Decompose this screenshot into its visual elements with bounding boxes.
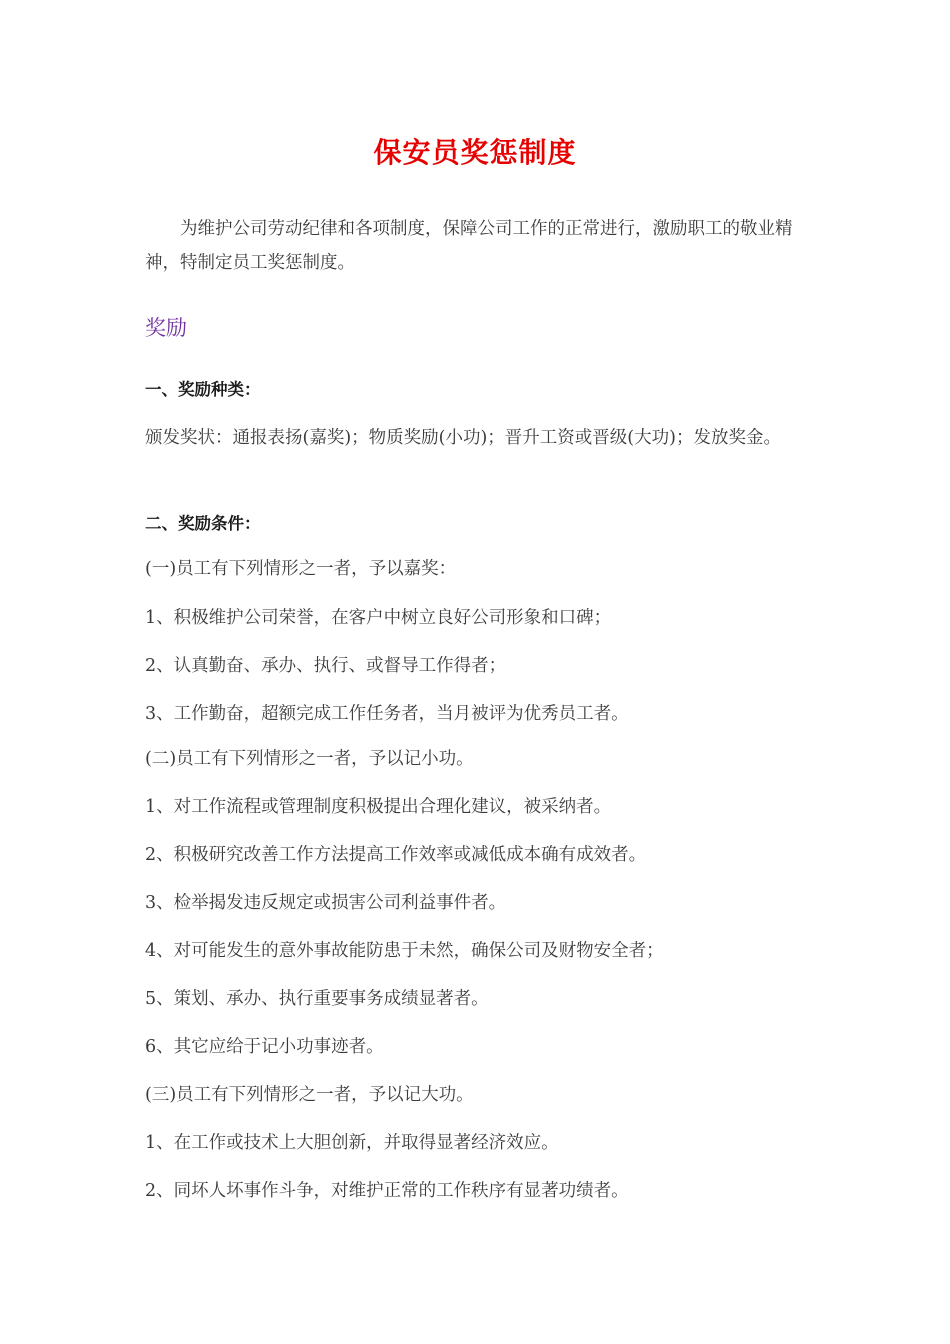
condition-line: 1、对工作流程或管理制度积极提出合理化建议，被采纳者。: [145, 797, 612, 817]
reward-types-paragraph: 颁发奖状：通报表扬(嘉奖)；物质奖励(小功)；晋升工资或晋级(大功)；发放奖金。: [145, 428, 781, 448]
condition-line: 2、同坏人坏事作斗争，对维护正常的工作秩序有显著功绩者。: [145, 1181, 629, 1201]
condition-line: 5、策划、承办、执行重要事务成绩显著者。: [145, 989, 489, 1009]
reward-conditions-heading: 二、奖励条件：: [145, 514, 261, 533]
condition-line: (一)员工有下列情形之一者，予以嘉奖：: [145, 559, 457, 579]
condition-line: (三)员工有下列情形之一者，予以记大功。: [145, 1085, 474, 1105]
section-title-rewards: 奖励: [145, 316, 187, 340]
condition-line: 2、积极研究改善工作方法提高工作效率或减低成本确有成效者。: [145, 845, 647, 865]
condition-line: 1、积极维护公司荣誉，在客户中树立良好公司形象和口碑；: [145, 608, 612, 628]
intro-paragraph: 为维护公司劳动纪律和各项制度，保障公司工作的正常进行，激励职工的敬业精神，特制定员工奖惩制度。: [145, 219, 793, 273]
condition-line: (二)员工有下列情形之一者，予以记小功。: [145, 749, 474, 769]
condition-line: 3、检举揭发违反规定或损害公司利益事件者。: [145, 893, 507, 913]
condition-line: 4、对可能发生的意外事故能防患于未然，确保公司及财物安全者；: [145, 941, 664, 961]
condition-line: 1、在工作或技术上大胆创新，并取得显著经济效应。: [145, 1133, 559, 1153]
condition-line: 6、其它应给于记小功事迹者。: [145, 1037, 384, 1057]
condition-line: 2、认真勤奋、承办、执行、或督导工作得者；: [145, 656, 507, 676]
condition-line: 3、工作勤奋，超额完成工作任务者，当月被评为优秀员工者。: [145, 704, 629, 724]
document-title: 保安员奖惩制度: [373, 136, 577, 169]
reward-types-heading: 一、奖励种类：: [145, 380, 261, 399]
